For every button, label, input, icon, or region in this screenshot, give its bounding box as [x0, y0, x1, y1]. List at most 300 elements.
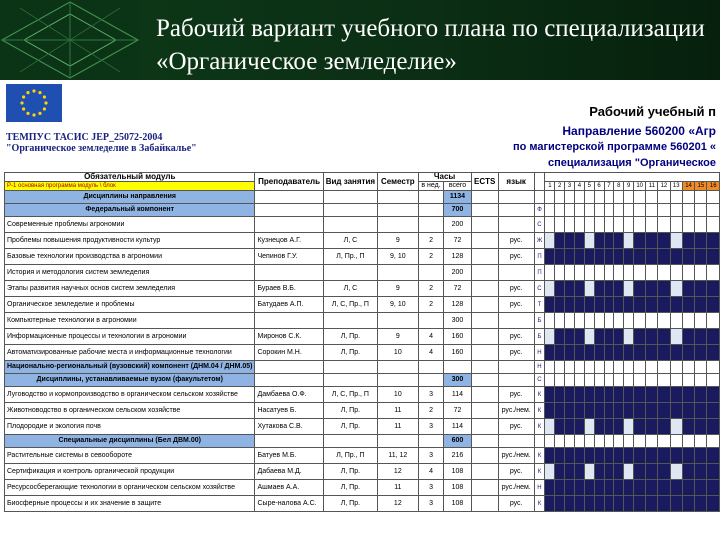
cell-week [418, 265, 444, 281]
cell-sem: 10 [378, 387, 419, 403]
week-cell [624, 329, 634, 345]
cell-teacher [255, 435, 323, 448]
week-cell [670, 464, 682, 480]
week-cell [604, 448, 614, 464]
week-cell [545, 435, 555, 448]
cell-mark: С [534, 281, 545, 297]
week-cell [707, 191, 720, 204]
week-cell [670, 403, 682, 419]
week-cell [707, 297, 720, 313]
week-cell [604, 313, 614, 329]
table-row [5, 281, 720, 297]
cell-kind: Л, Пр. [323, 480, 377, 496]
week-cell [614, 496, 624, 512]
week-cell [682, 297, 694, 313]
cell-ects [471, 204, 498, 217]
cell-week [418, 313, 444, 329]
week-cell [594, 435, 604, 448]
cell-name: Животноводство в органическом сельском хозяйстве [5, 403, 255, 419]
direction-title: Направление 560200 «Агр [562, 124, 716, 138]
week-cell [646, 374, 658, 387]
cell-ects [471, 265, 498, 281]
cell-name: Дисциплины, устанавливаемые вузом (факультетом) [5, 374, 255, 387]
week-cell [670, 313, 682, 329]
cell-name: Ресурсосберегающие технологии в органическом сельском хозяйстве [5, 480, 255, 496]
table-row [5, 480, 720, 496]
cell-lang: рус. [498, 496, 534, 512]
week-number: 4 [574, 182, 584, 191]
program-title: по магистерской программе 560201 « [512, 141, 716, 153]
week-cell [574, 313, 584, 329]
cell-week: 2 [418, 233, 444, 249]
week-cell [555, 217, 565, 233]
week-cell [682, 403, 694, 419]
cell-ects [471, 297, 498, 313]
cell-teacher [255, 374, 323, 387]
cell-kind [323, 204, 377, 217]
cell-teacher: Кузнецов А.Г. [255, 233, 323, 249]
week-cell [670, 217, 682, 233]
cell-sem: 11, 12 [378, 448, 419, 464]
tempus-caption [6, 132, 197, 154]
cell-total: 300 [444, 313, 471, 329]
week-cell [695, 329, 707, 345]
cell-week [418, 435, 444, 448]
header-mark [534, 173, 545, 191]
week-cell [594, 496, 604, 512]
cell-kind: Л, С, Пр., П [323, 297, 377, 313]
week-cell [565, 387, 575, 403]
week-cell [646, 435, 658, 448]
week-cell [707, 249, 720, 265]
cell-teacher [255, 191, 323, 204]
week-cell [574, 403, 584, 419]
week-cell [565, 403, 575, 419]
week-cell [555, 297, 565, 313]
week-cell [545, 387, 555, 403]
cell-mark: Т [534, 297, 545, 313]
cell-total: 300 [444, 374, 471, 387]
week-cell [565, 329, 575, 345]
cell-week: 3 [418, 496, 444, 512]
cell-total: 108 [444, 496, 471, 512]
week-cell [604, 345, 614, 361]
week-number: 14 [682, 182, 694, 191]
week-cell [584, 329, 594, 345]
week-cell [555, 374, 565, 387]
cell-name: Современные проблемы агрономии [5, 217, 255, 233]
week-cell [545, 345, 555, 361]
week-cell [604, 249, 614, 265]
cell-week: 2 [418, 297, 444, 313]
week-cell [614, 361, 624, 374]
week-cell [614, 233, 624, 249]
week-cell [594, 204, 604, 217]
week-cell [604, 191, 614, 204]
cell-mark: П [534, 265, 545, 281]
week-number: 12 [658, 182, 670, 191]
week-cell [584, 265, 594, 281]
week-cell [670, 435, 682, 448]
cell-sem: 9, 10 [378, 249, 419, 265]
cell-mark: Б [534, 329, 545, 345]
week-cell [624, 374, 634, 387]
week-cell [707, 448, 720, 464]
week-cell [646, 249, 658, 265]
week-cell [584, 281, 594, 297]
header-teacher: Преподаватель [255, 173, 323, 191]
week-cell [574, 374, 584, 387]
week-cell [614, 191, 624, 204]
cell-kind: Л, С [323, 281, 377, 297]
cell-name: Базовые технологии производства в агрономии [5, 249, 255, 265]
week-cell [555, 361, 565, 374]
week-cell [707, 345, 720, 361]
table-row [5, 313, 720, 329]
cell-kind: Л, Пр., П [323, 249, 377, 265]
table-row [5, 249, 720, 265]
cell-total: 128 [444, 249, 471, 265]
week-cell [695, 233, 707, 249]
week-cell [695, 361, 707, 374]
week-cell [658, 374, 670, 387]
tempus-line-1: ТЕМПУС ТАСИС JEP_25072-2004 [6, 132, 163, 143]
week-cell [545, 265, 555, 281]
cell-week [418, 217, 444, 233]
table-row [5, 419, 720, 435]
week-cell [670, 480, 682, 496]
week-cell [574, 361, 584, 374]
cell-teacher: Чепинов Г.У. [255, 249, 323, 265]
week-cell [565, 313, 575, 329]
subheader-module: Р-1 основная программа модуль \ блок [5, 182, 255, 191]
table-row [5, 361, 720, 374]
cell-total: 216 [444, 448, 471, 464]
week-cell [646, 265, 658, 281]
cell-total: 128 [444, 297, 471, 313]
week-cell [614, 419, 624, 435]
table-row [5, 204, 720, 217]
week-cell [584, 403, 594, 419]
week-cell [604, 217, 614, 233]
week-number: 16 [707, 182, 720, 191]
cell-name: Органическое земледелие и проблемы [5, 297, 255, 313]
header-hours: Часы [418, 173, 471, 182]
header-ects: ECTS [471, 173, 498, 191]
cell-name: История и методология систем земледелия [5, 265, 255, 281]
week-cell [670, 204, 682, 217]
table-row [5, 496, 720, 512]
specialization-title: специализация "Органическое [548, 157, 716, 169]
week-cell [584, 464, 594, 480]
week-cell [614, 435, 624, 448]
plan-title: Рабочий учебный п [589, 104, 716, 119]
week-cell [634, 191, 646, 204]
cell-lang: рус. [498, 249, 534, 265]
week-cell [604, 297, 614, 313]
cell-teacher: Миронов С.К. [255, 329, 323, 345]
cell-sem [378, 435, 419, 448]
cell-teacher [255, 361, 323, 374]
cell-ects [471, 313, 498, 329]
cell-teacher: Ашмаев А.А. [255, 480, 323, 496]
week-cell [545, 204, 555, 217]
week-cell [614, 448, 624, 464]
cell-total: 700 [444, 204, 471, 217]
week-cell [574, 281, 584, 297]
week-cell [634, 345, 646, 361]
week-cell [604, 387, 614, 403]
cell-week: 3 [418, 387, 444, 403]
cell-mark: К [534, 387, 545, 403]
cell-kind: Л, Пр. [323, 496, 377, 512]
cell-lang [498, 374, 534, 387]
table-row [5, 297, 720, 313]
week-cell [658, 403, 670, 419]
week-cell [658, 313, 670, 329]
week-cell [574, 265, 584, 281]
cell-mark: Н [534, 345, 545, 361]
cell-week [418, 204, 444, 217]
cell-ects [471, 329, 498, 345]
slide-title: Рабочий вариант учебного плана по специализации «Органическое земледелие» [156, 15, 705, 75]
week-cell [584, 387, 594, 403]
cell-week: 4 [418, 329, 444, 345]
week-cell [634, 464, 646, 480]
cell-lang: рус. [498, 297, 534, 313]
week-cell [670, 496, 682, 512]
cell-total: 600 [444, 435, 471, 448]
cell-mark: Б [534, 313, 545, 329]
cell-sem [378, 217, 419, 233]
table-row [5, 329, 720, 345]
week-cell [555, 233, 565, 249]
cell-teacher: Батудаев А.П. [255, 297, 323, 313]
week-cell [624, 233, 634, 249]
week-cell [565, 265, 575, 281]
week-cell [658, 204, 670, 217]
cell-ects [471, 419, 498, 435]
week-cell [614, 217, 624, 233]
week-number: 11 [646, 182, 658, 191]
table-row [5, 345, 720, 361]
cell-teacher: Сорокин М.Н. [255, 345, 323, 361]
week-cell [707, 265, 720, 281]
week-cell [594, 419, 604, 435]
cell-week [418, 361, 444, 374]
cell-name: Луговодство и кормопроизводство в органическом сельском хозяйстве [5, 387, 255, 403]
week-cell [574, 419, 584, 435]
week-cell [565, 448, 575, 464]
week-cell [584, 419, 594, 435]
cell-total: 108 [444, 464, 471, 480]
week-cell [604, 403, 614, 419]
week-cell [555, 496, 565, 512]
week-cell [574, 191, 584, 204]
week-cell [624, 204, 634, 217]
week-cell [565, 480, 575, 496]
cell-total: 200 [444, 265, 471, 281]
week-number: 1 [545, 182, 555, 191]
week-cell [634, 313, 646, 329]
cell-ects [471, 191, 498, 204]
week-cell [682, 265, 694, 281]
week-cell [646, 313, 658, 329]
week-cell [565, 204, 575, 217]
week-cell [658, 249, 670, 265]
header-module: Обязательный модуль [5, 173, 255, 182]
week-cell [565, 281, 575, 297]
table-header-row [5, 173, 720, 182]
week-cell [624, 249, 634, 265]
week-cell [634, 374, 646, 387]
week-cell [624, 435, 634, 448]
table-row [5, 435, 720, 448]
week-cell [584, 374, 594, 387]
cell-ects [471, 374, 498, 387]
week-cell [658, 361, 670, 374]
week-cell [614, 480, 624, 496]
week-cell [565, 345, 575, 361]
week-cell [695, 204, 707, 217]
week-cell [624, 217, 634, 233]
week-cell [574, 387, 584, 403]
week-cell [594, 217, 604, 233]
week-cell [634, 387, 646, 403]
eu-flag-icon [6, 84, 62, 122]
header-lang: язык [498, 173, 534, 191]
cell-sem [378, 204, 419, 217]
cell-ects [471, 281, 498, 297]
cell-teacher [255, 313, 323, 329]
week-number: 8 [614, 182, 624, 191]
cell-teacher: Дабаева М.Д. [255, 464, 323, 480]
week-cell [682, 480, 694, 496]
week-cell [670, 345, 682, 361]
week-cell [594, 374, 604, 387]
week-cell [565, 435, 575, 448]
week-cell [614, 281, 624, 297]
cell-mark: С [534, 217, 545, 233]
week-cell [670, 281, 682, 297]
week-cell [574, 345, 584, 361]
cell-week [418, 374, 444, 387]
cell-name: Автоматизированные рабочие места и информационные технологии [5, 345, 255, 361]
week-cell [545, 480, 555, 496]
week-cell [604, 496, 614, 512]
cell-teacher [255, 217, 323, 233]
cell-week [418, 191, 444, 204]
week-cell [594, 464, 604, 480]
cell-lang [498, 217, 534, 233]
week-cell [624, 387, 634, 403]
cell-mark: К [534, 403, 545, 419]
week-cell [658, 297, 670, 313]
week-cell [646, 387, 658, 403]
week-cell [670, 297, 682, 313]
week-cell [604, 265, 614, 281]
cell-kind: Л, Пр. [323, 403, 377, 419]
week-cell [565, 297, 575, 313]
cell-sem: 9 [378, 329, 419, 345]
week-cell [682, 435, 694, 448]
week-cell [614, 464, 624, 480]
cell-teacher: Дамбаева О.Ф. [255, 387, 323, 403]
week-cell [584, 313, 594, 329]
week-cell [574, 480, 584, 496]
week-cell [584, 448, 594, 464]
week-cell [624, 480, 634, 496]
table-row [5, 387, 720, 403]
week-cell [594, 249, 604, 265]
week-cell [634, 403, 646, 419]
week-cell [574, 204, 584, 217]
week-cell [594, 480, 604, 496]
cell-lang: рус. [498, 464, 534, 480]
week-cell [565, 217, 575, 233]
cell-mark: К [534, 419, 545, 435]
cell-mark [534, 435, 545, 448]
week-cell [624, 419, 634, 435]
cell-week: 4 [418, 464, 444, 480]
week-cell [624, 345, 634, 361]
week-cell [658, 265, 670, 281]
cell-name: Сертификация и контроль органической продукции [5, 464, 255, 480]
week-cell [545, 233, 555, 249]
week-cell [707, 480, 720, 496]
week-cell [682, 191, 694, 204]
week-cell [555, 480, 565, 496]
week-cell [555, 403, 565, 419]
cell-ects [471, 217, 498, 233]
cell-mark: К [534, 464, 545, 480]
week-cell [555, 313, 565, 329]
cell-total [444, 361, 471, 374]
cell-lang [498, 435, 534, 448]
cell-total: 160 [444, 329, 471, 345]
week-cell [670, 374, 682, 387]
cell-lang [498, 313, 534, 329]
cell-sem: 11 [378, 419, 419, 435]
cell-mark: Н [534, 361, 545, 374]
week-cell [707, 281, 720, 297]
week-cell [695, 480, 707, 496]
week-cell [670, 233, 682, 249]
week-cell [670, 448, 682, 464]
week-cell [584, 233, 594, 249]
cell-teacher: Сыре-налова А.С. [255, 496, 323, 512]
week-cell [584, 217, 594, 233]
week-cell [545, 217, 555, 233]
week-cell [695, 313, 707, 329]
week-number: 3 [565, 182, 575, 191]
cell-ects [471, 435, 498, 448]
week-cell [646, 480, 658, 496]
cell-lang: рус. [498, 329, 534, 345]
cell-lang [498, 191, 534, 204]
cell-lang: рус./нем. [498, 480, 534, 496]
week-cell [707, 217, 720, 233]
week-cell [646, 233, 658, 249]
week-cell [545, 464, 555, 480]
week-cell [604, 281, 614, 297]
table-row [5, 217, 720, 233]
week-cell [658, 480, 670, 496]
week-cell [695, 403, 707, 419]
week-number: 7 [604, 182, 614, 191]
week-cell [565, 361, 575, 374]
cell-mark: К [534, 496, 545, 512]
